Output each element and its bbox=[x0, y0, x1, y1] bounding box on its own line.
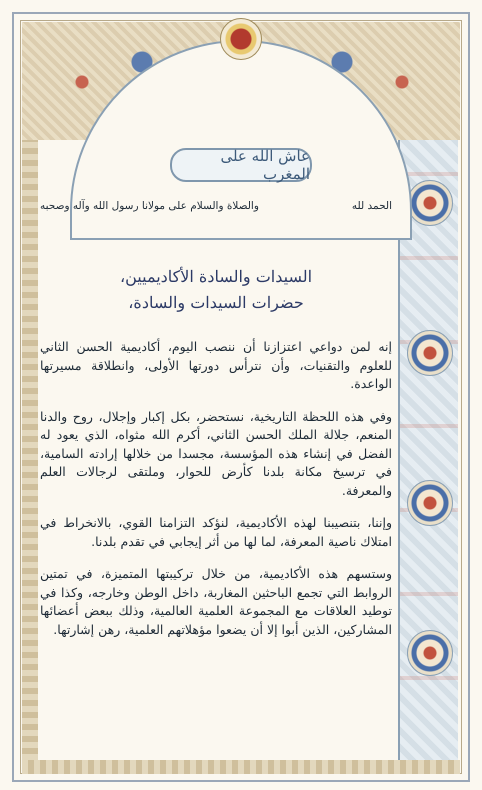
paragraph-4: وستسهم هذه الأكاديمية، من خلال تركيبتها المتميزة، في تمتين الروابط التي تجمع الباحثين المغاربة، داخل الوطن وخارجه، وكذا في توطيد العلاقات مع المجموعة العلمية العالمية، وذلك ببعض أعضائها المشاركين، الذين أبوا إلا أن يضعوا مؤهلاتهم العلمية، رهن إشارتها. bbox=[40, 566, 392, 637]
medallion-ornament-icon bbox=[407, 480, 453, 526]
left-ornament-band bbox=[22, 140, 38, 760]
motto-text: عاش الله على المغرب bbox=[220, 147, 310, 183]
moroccan-coat-of-arms-icon bbox=[220, 18, 262, 60]
speech-body bbox=[40, 200, 392, 639]
paragraph-3: وإننا، بتنصيبنا لهذه الأكاديمية، لنؤكد التزامنا القوي، بالانخراط في امتلاك ناصية المعرفة، لما لها من أثر إيجابي في تقدم بلدنا. bbox=[40, 515, 392, 549]
medallion-ornament-icon bbox=[407, 330, 453, 376]
medallion-ornament-icon bbox=[407, 630, 453, 676]
opening-invocation bbox=[40, 200, 392, 212]
paragraph-1: إنه لمن دواعي اعتزازنا أن ننصب اليوم، أكاديمية الحسن الثاني للعلوم والتقنيات، وأن نترأس دورتها الأولى، وانطلاقة مسيرتها الواعدة. bbox=[40, 339, 392, 391]
bottom-ornament-band bbox=[22, 760, 460, 774]
motto-plaque bbox=[170, 148, 312, 182]
medallion-ornament-icon bbox=[407, 180, 453, 226]
salutation-line-2: حضرات السيدات والسادة، bbox=[128, 293, 304, 312]
salutation-line-1: السيدات والسادة الأكاديميين، bbox=[119, 267, 313, 286]
paragraph-2: وفي هذه اللحظة التاريخية، نستحضر، بكل إكبار وإجلال، روح والدنا المنعم، جلالة الملك الحسن الثاني، أكرم الله مثواه، الذي يعود له الفضل في إنشاء هذه المؤسسة، مجسدا من خلالها إرادته السامية، في ترسيخ مكانة بلدنا كأرض للحوار، وملتقى لرجالات العلم والمعرفة. bbox=[40, 408, 392, 498]
hamdala-text: الحمد لله bbox=[351, 200, 392, 212]
salat-text: والصلاة والسلام على مولانا رسول الله وآله وصحبه bbox=[40, 200, 259, 212]
salutation bbox=[40, 264, 392, 316]
